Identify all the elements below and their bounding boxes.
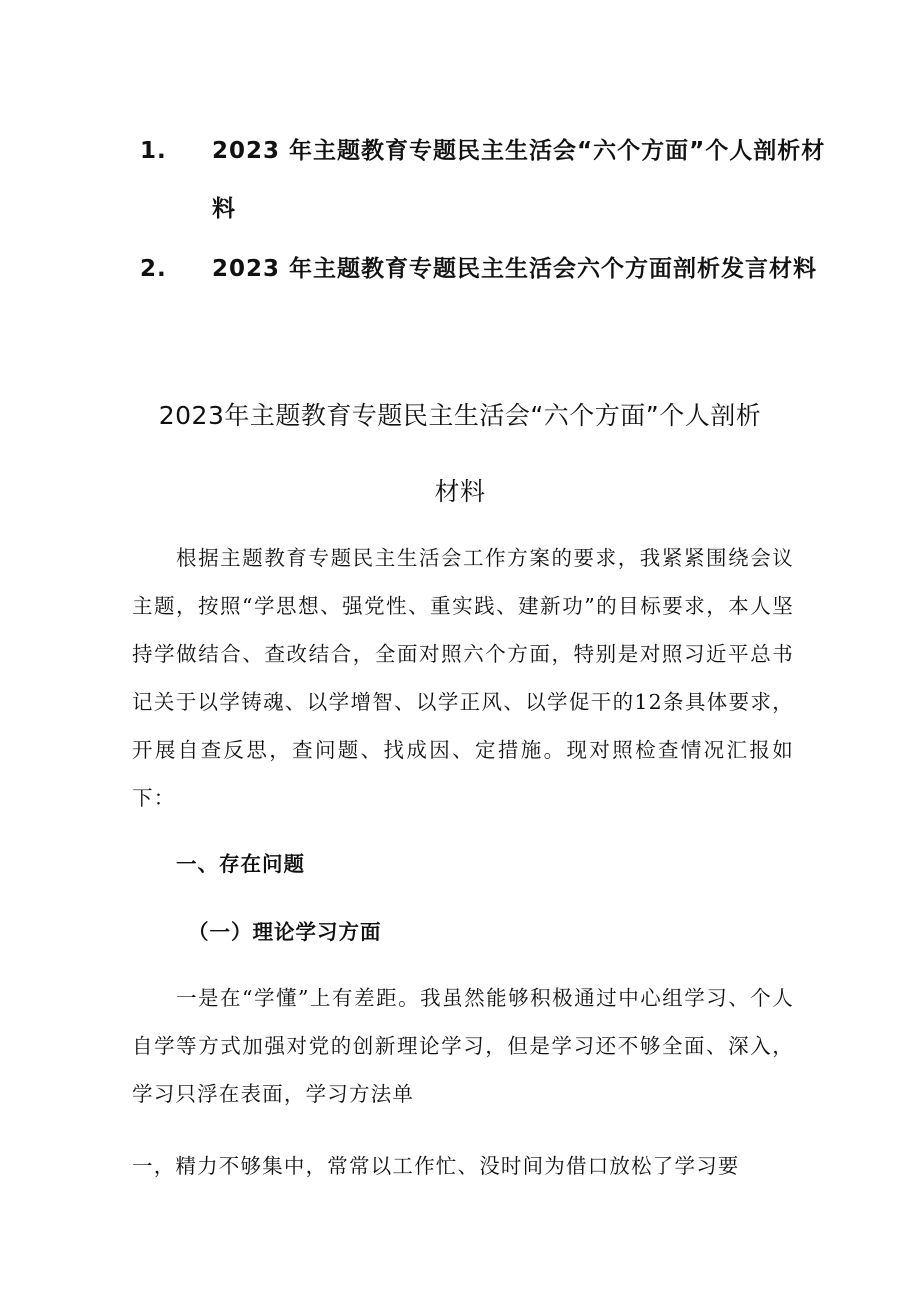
- intro-paragraph: 根据主题教育专题民主生活会工作方案的要求，我紧紧围绕会议主题，按照“学思想、强党性、重实践、建新功”的目标要求，本人坚持学做结合、查改结合，全面对照六个方面，特别是对照习近平总书记关于以学铸魂、以学增智、以学正风、以学促干的12条具体要求，开展自查反思，查问题、找成因、定措施。现对照检查情况汇报如下：: [132, 546, 794, 810]
- toc-item[interactable]: [140, 240, 832, 298]
- document-title: 2023年主题教育专题民主生活会“六个方面”个人剖析材料: [158, 401, 762, 506]
- toc-item-number: 1.: [140, 138, 167, 164]
- toc-item-text: 2023 年主题教育专题民主生活会六个方面剖析发言材料: [212, 256, 818, 282]
- toc-item-text: 2023 年主题教育专题民主生活会“六个方面”个人剖析材料: [212, 138, 826, 222]
- section-heading: 一、存在问题: [176, 852, 305, 876]
- body-paragraph-continued: 一，精力不够集中，常常以工作忙、没时间为借口放松了学习要: [132, 1154, 740, 1178]
- toc-item-number: 2.: [140, 256, 167, 282]
- subsection-heading: （一）理论学习方面: [188, 920, 382, 944]
- toc-item[interactable]: [140, 122, 832, 238]
- body-paragraph: 一是在“学懂”上有差距。我虽然能够积极通过中心组学习、个人自学等方式加强对党的创新理论学习，但是学习还不够全面、深入，学习只浮在表面，学习方法单: [132, 986, 794, 1106]
